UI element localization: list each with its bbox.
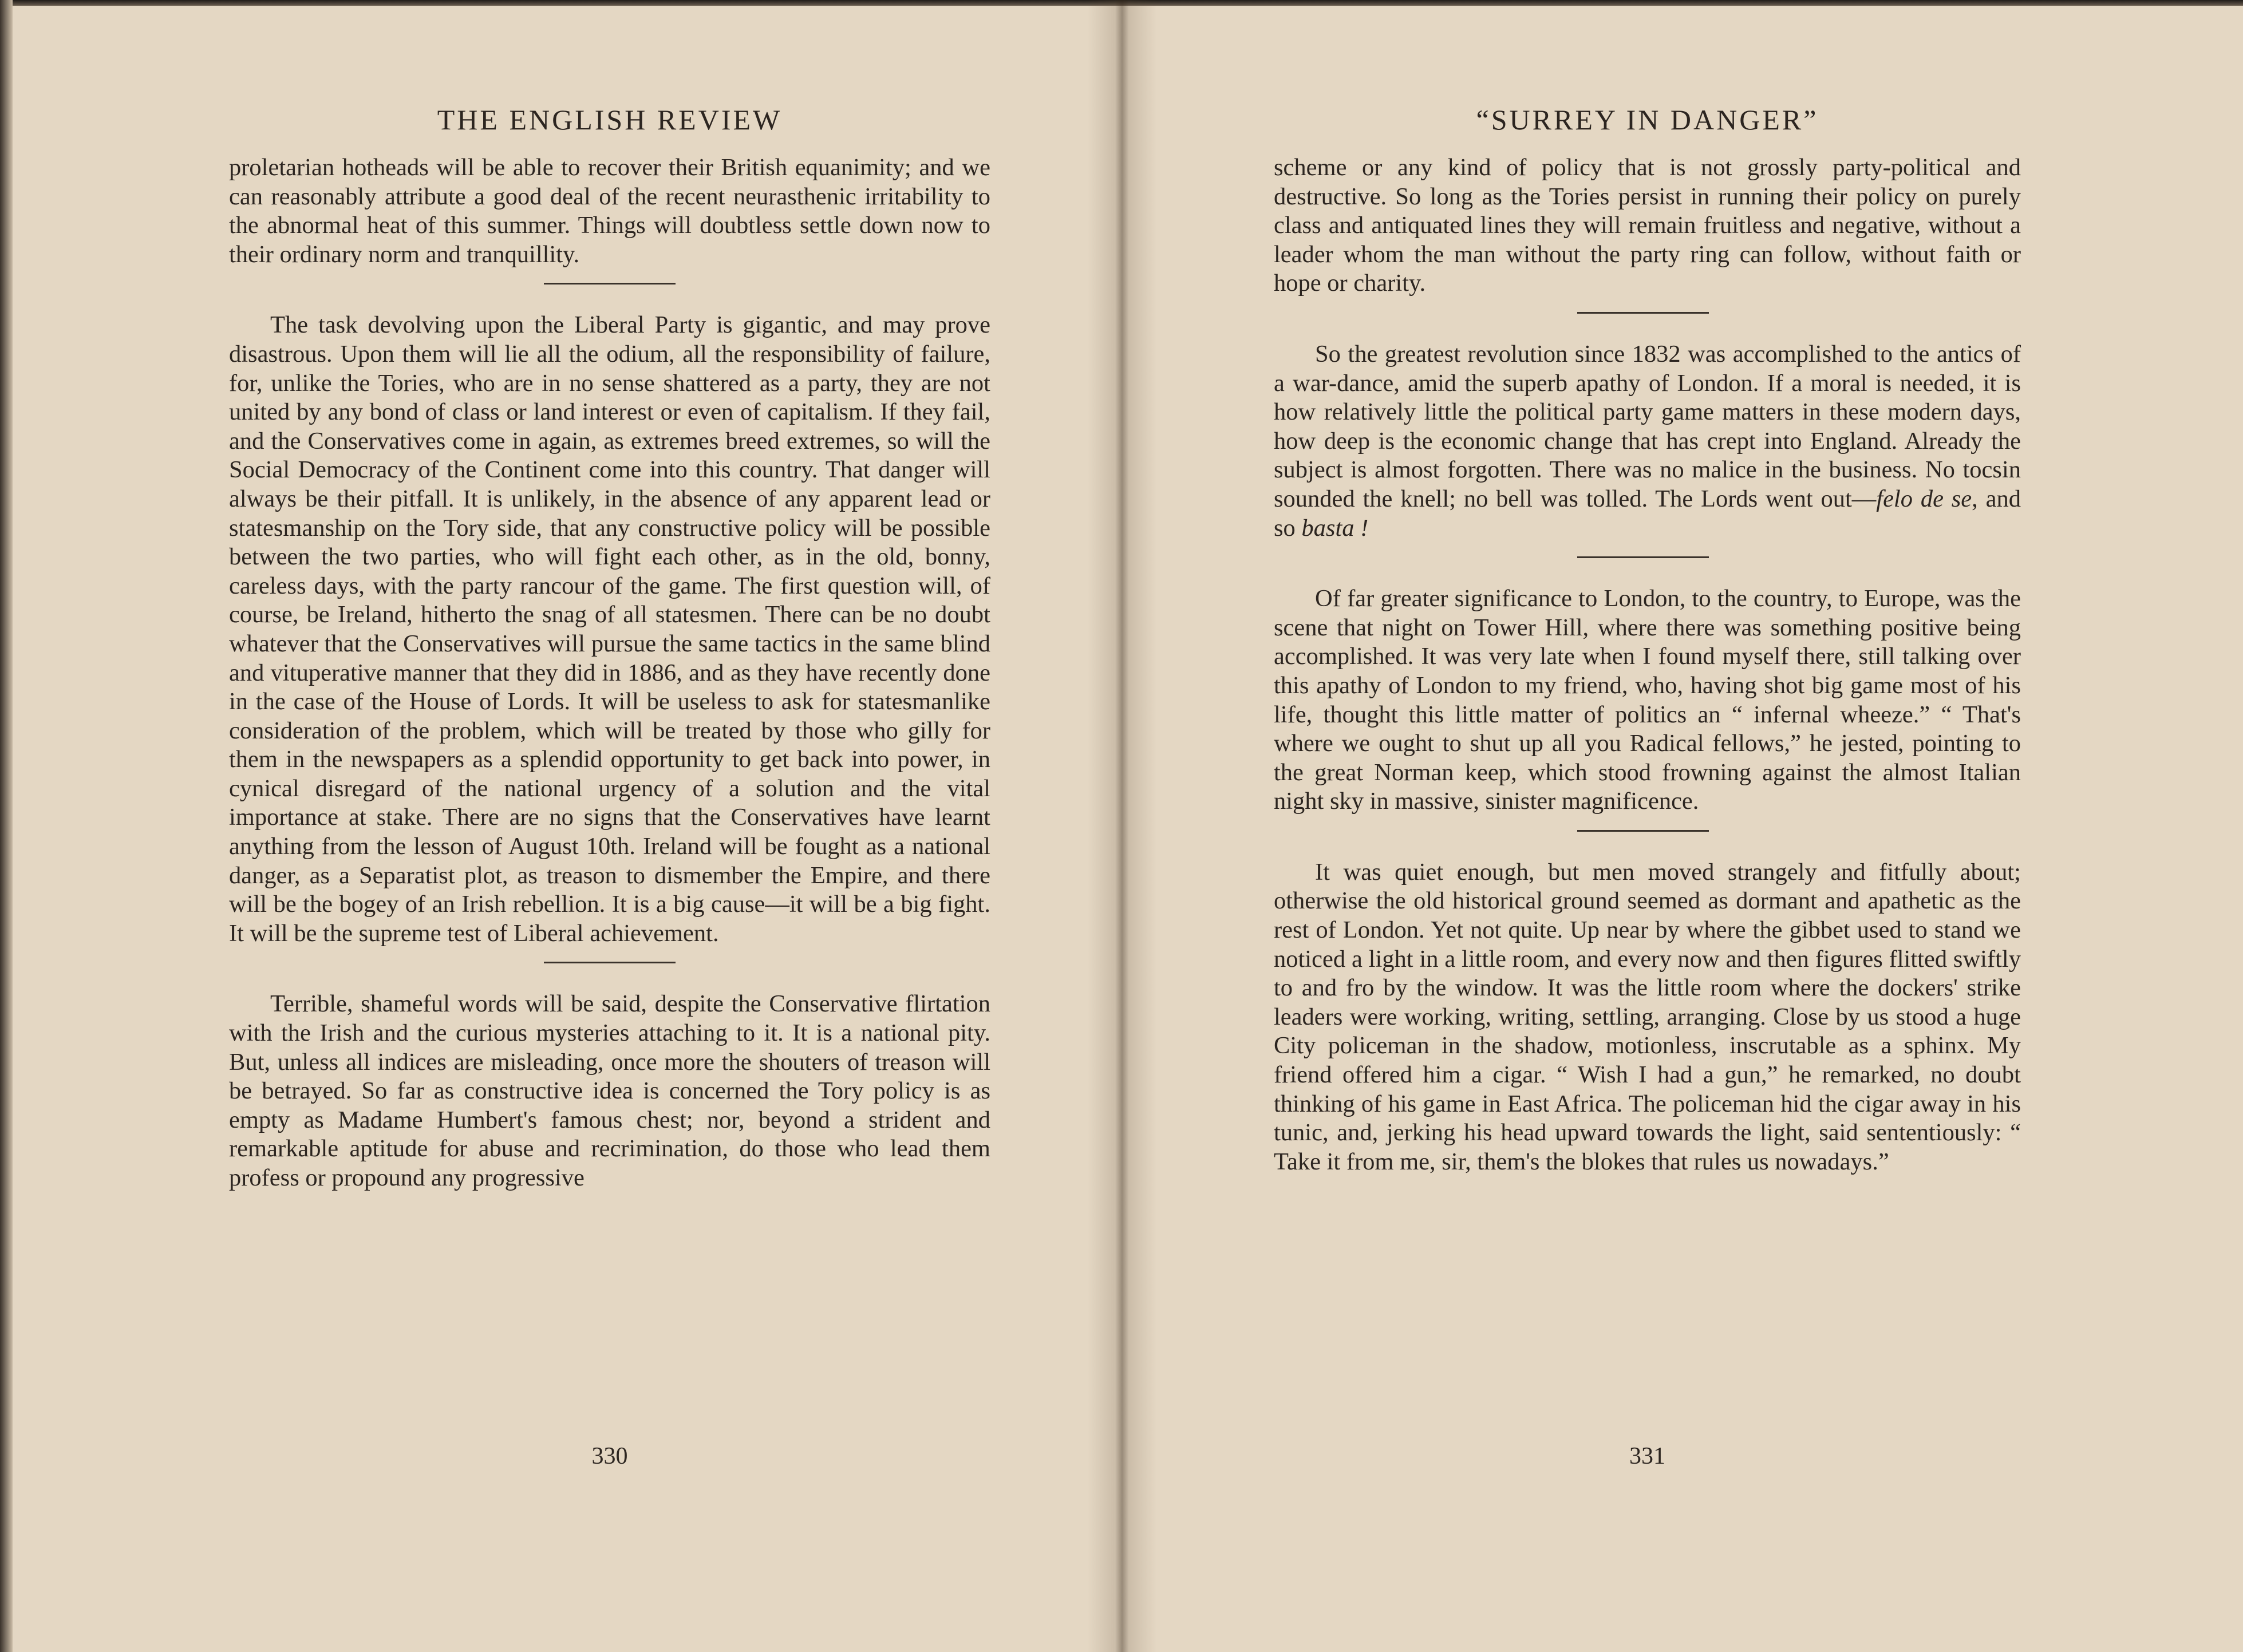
right-paragraph-3: Of far greater significance to London, to the country, to Europe, was the scene that night on Tower Hill, where there was something positive being accomplished. It was very late when I found myself there, still talking over this apathy of London to my friend, who, having shot big game most of his life, thought this little matter of politics an “ infernal wheeze.” “ That's where we ought to shut up all you Radical fellows,” he jested, pointing to the great Norman keep, which stood frowning against the almost Italian night sky in massive, sinister magnificence.	[1274, 585, 2021, 815]
right-running-head: “SURREY IN DANGER”	[1476, 104, 1819, 136]
left-paragraph-2: The task devolving upon the Liberal Party is gigantic, and may prove disastrous. Upon them will lie all the odium, all the responsibility of failure, for, unlike the Tories, who are in no sense shattered as a party, they are not united by any bond of class or land interest or even of capitalism. If they fail, and the Conservatives come in again, as extremes breed extremes, so will the Social Democracy of the Continent come into this country. That danger will always be their pitfall. It is unlikely, in the absence of any apparent lead or statesmanship on the Tory side, that any constructive policy will be possible between the two parties, who will fight each other, as in the old, bonny, careless days, with the party rancour of the game. The first question will, of course, be Ireland, hitherto the snag of all statesmen. There can be no doubt whatever that the Conservatives will pursue the same tactics in the same blind and vituperative manner that they did in 1886, and as they have recently done in the case of the House of Lords. It will be useless to ask for statesmanlike consideration of the problem, which will be treated by those who gilly for them in the newspapers as a splendid opportunity to get back into power, in cynical disregard of the national urgency of a solution and the vital importance at stake. There are no signs that the Conservatives have learnt anything from the lesson of August 10th. Ireland will be fought as a national danger, as a Separatist plot, as treason to dismember the Empire, and there will be the bogey of an Irish rebellion. It is a big cause—it will be a big fight. It will be the supreme test of Liberal achievement.	[229, 311, 990, 947]
right-paragraph-2	[1274, 340, 2021, 543]
section-divider	[1577, 312, 1709, 314]
section-divider	[544, 283, 676, 284]
left-page	[229, 0, 990, 1652]
left-running-head: THE ENGLISH REVIEW	[437, 104, 783, 136]
section-divider	[1577, 830, 1709, 832]
section-divider	[544, 962, 676, 963]
right-paragraph-4: It was quiet enough, but men moved strangely and fitfully about; otherwise the old historical ground seemed as dormant and apathetic as the rest of London. Yet not quite. Up near by where the gibbet used to stand we noticed a light in a little room, and every now and then figures flitted swiftly to and fro by the window. It was the little room where the dockers' strike leaders were working, writing, settling, arranging. Close by us stood a huge City policeman in the shadow, motionless, inscrutable as a sphinx. My friend offered him a cigar. “ Wish I had a gun,” he remarked, no doubt thinking of his game in East Africa. The policeman hid the cigar away in his tunic, and, jerking his head upward towards the light, said sententiously: “ Take it from me, sir, them's the blokes that rules us nowadays.”	[1274, 858, 2021, 1175]
section-divider	[1577, 556, 1709, 558]
left-text-block	[229, 153, 990, 1193]
right-text-block	[1274, 153, 2021, 1176]
book-gutter	[1088, 0, 1156, 1652]
italic-phrase-basta: basta !	[1301, 514, 1369, 542]
left-page-number: 330	[591, 1443, 628, 1469]
right-page-number: 331	[1629, 1443, 1665, 1469]
right-paragraph-2-join: , and so	[1274, 485, 2021, 542]
right-paragraph-2-text: So the greatest revolution since 1832 was accomplished to the antics of a war-dance, amid the superb apathy of London. If a moral is needed, it is how relatively little the political party game matters in these modern days, how deep is the economic change that has crept into England. Already the subject is almost forgotten. There was no malice in the business. No tocsin sounded the knell; no bell was tolled. The Lords went out—	[1274, 340, 2021, 512]
italic-phrase-felo-de-se: felo de se	[1876, 485, 1972, 512]
left-paragraph-3: Terrible, shameful words will be said, despite the Conservative flirtation with the Irish and the curious mysteries attaching to it. It is a national pity. But, unless all indices are misleading, once more the shouters of treason will be betrayed. So far as constructive idea is concerned the Tory policy is as empty as Madame Humbert's famous chest; nor, beyond a strident and remarkable aptitude for abuse and recrimination, do those who lead them profess or propound any progressive	[229, 990, 990, 1191]
right-paragraph-1: scheme or any kind of policy that is not grossly party-political and destructive. So long as the Tories persist in running their policy on purely class and antiquated lines they will remain fruitless and negative, without a leader whom the man without the party ring can follow, without faith or hope or charity.	[1274, 154, 2021, 297]
left-paragraph-1: proletarian hotheads will be able to recover their British equanimity; and we can reasonably attribute a good deal of the recent neurasthenic irritability to the abnormal heat of this summer. Things will doubtless settle down now to their ordinary norm and tranquillity.	[229, 154, 990, 268]
right-page	[1274, 0, 2021, 1652]
book-left-edge	[0, 0, 13, 1652]
